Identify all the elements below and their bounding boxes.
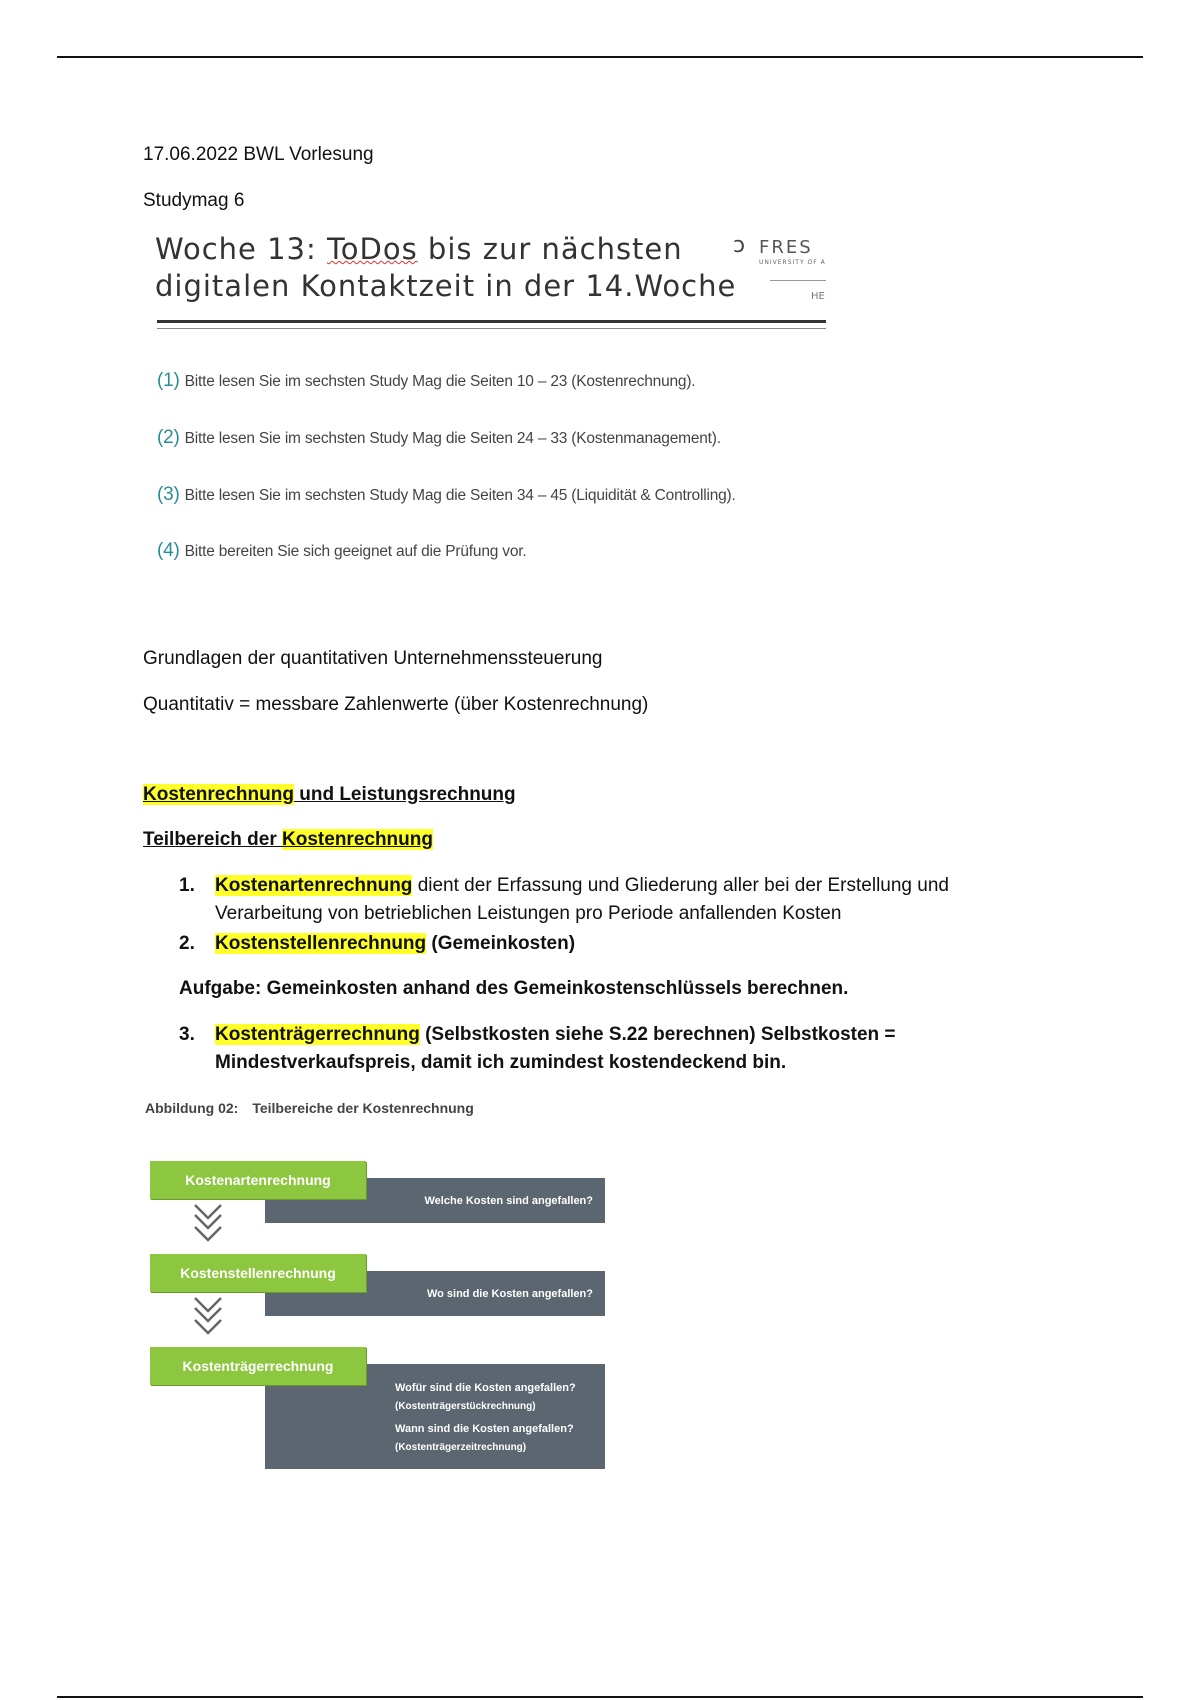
heading-rest: und Leistungsrechnung bbox=[293, 784, 516, 805]
question-text-multi bbox=[395, 1378, 576, 1458]
caption-label: Abbildung 02: bbox=[145, 1100, 239, 1116]
slide-title-part: Woche 13: bbox=[155, 232, 327, 266]
todo-number: (4) bbox=[157, 540, 180, 561]
logo-word: FRES bbox=[759, 237, 813, 258]
heading-kosten-leistungsrechnung bbox=[143, 784, 516, 806]
slide-title-line2: digitalen Kontaktzeit in der 14.Woche bbox=[155, 269, 737, 303]
highlight-term: Kostenträgerrechnung bbox=[215, 1024, 420, 1045]
step-box-1: Kostenartenrechnung bbox=[150, 1161, 366, 1199]
list-number: 1. bbox=[179, 875, 195, 896]
page-top-rule bbox=[57, 56, 1143, 58]
slide-title-todos: ToDos bbox=[327, 232, 418, 266]
slide-title-rule-thin bbox=[157, 328, 826, 329]
question-line: (Kostenträgerzeitrechnung) bbox=[395, 1442, 527, 1453]
list-text: (Selbstkosten siehe S.22 berechnen) Selbstkosten = bbox=[419, 1024, 896, 1045]
slide-title bbox=[155, 231, 736, 305]
caption-title: Teilbereiche der Kostenrechnung bbox=[252, 1100, 474, 1116]
step-box-2: Kostenstellenrechnung bbox=[150, 1254, 366, 1292]
highlight-term: Kostenrechnung bbox=[143, 784, 294, 805]
todo-text: Bitte lesen Sie im sechsten Study Mag die Seiten 10 – 23 (Kostenrechnung). bbox=[184, 373, 696, 390]
list-number: 2. bbox=[179, 933, 195, 954]
grundlagen-line: Grundlagen der quantitativen Unternehmenssteuerung bbox=[143, 648, 603, 669]
slide-corner-text: HE bbox=[811, 291, 825, 302]
list-item-1 bbox=[179, 875, 949, 897]
heading-prefix: Teilbereich der bbox=[143, 829, 283, 850]
list-text: (Gemeinkosten) bbox=[426, 933, 576, 954]
slide-image bbox=[143, 225, 826, 585]
logo-divider bbox=[770, 280, 826, 281]
figure-caption bbox=[145, 1100, 474, 1116]
todo-text: Bitte lesen Sie im sechsten Study Mag die Seiten 34 – 45 (Liquidität & Controlling). bbox=[184, 487, 736, 504]
todo-number: (2) bbox=[157, 427, 180, 448]
step-box-3: Kostenträgerrechnung bbox=[150, 1347, 366, 1385]
studymag-line: Studymag 6 bbox=[143, 190, 245, 211]
question-line: Wann sind die Kosten angefallen? bbox=[395, 1423, 574, 1435]
todo-number: (1) bbox=[157, 370, 180, 391]
todo-item bbox=[157, 370, 695, 392]
list-item-1-line2: Verarbeitung von betrieblichen Leistungen pro Periode anfallenden Kosten bbox=[215, 903, 842, 924]
todo-text: Bitte bereiten Sie sich geeignet auf die Prüfung vor. bbox=[184, 543, 527, 560]
heading-teilbereich bbox=[143, 829, 433, 851]
todo-item bbox=[157, 484, 736, 506]
highlight-term: Kostenstellenrechnung bbox=[215, 933, 427, 954]
question-text: Wo sind die Kosten angefallen? bbox=[426, 1288, 593, 1300]
chevron-down-icon bbox=[191, 1294, 225, 1342]
list-text: dient der Erfassung und Gliederung aller bei der Erstellung und bbox=[412, 875, 949, 896]
list-number: 3. bbox=[179, 1024, 195, 1045]
logo-mark-icon: ↄ bbox=[733, 233, 746, 258]
list-item-2 bbox=[179, 933, 575, 955]
todo-item bbox=[157, 540, 526, 562]
page-bottom-rule bbox=[57, 1696, 1143, 1698]
highlight-term: Kostenrechnung bbox=[282, 829, 433, 850]
slide-title-part: bis zur nächsten bbox=[417, 232, 683, 266]
highlight-term: Kostenartenrechnung bbox=[215, 875, 413, 896]
todo-number: (3) bbox=[157, 484, 180, 505]
question-line: Wofür sind die Kosten angefallen? bbox=[395, 1382, 576, 1394]
todo-item bbox=[157, 427, 721, 449]
slide-title-rule bbox=[157, 320, 826, 323]
chevron-down-icon bbox=[191, 1201, 225, 1249]
logo-subtitle: UNIVERSITY OF A bbox=[759, 259, 826, 266]
list-item-3-line2: Mindestverkaufspreis, damit ich zumindest kostendeckend bin. bbox=[215, 1052, 787, 1073]
quantitativ-line: Quantitativ = messbare Zahlenwerte (über Kostenrechnung) bbox=[143, 694, 649, 715]
question-line: (Kostenträgerstückrechnung) bbox=[395, 1401, 536, 1412]
kostenrechnung-diagram bbox=[143, 1100, 613, 1480]
todo-text: Bitte lesen Sie im sechsten Study Mag die Seiten 24 – 33 (Kostenmanagement). bbox=[184, 430, 721, 447]
aufgabe-line: Aufgabe: Gemeinkosten anhand des Gemeinkostenschlüssels berechnen. bbox=[179, 978, 849, 999]
question-text: Welche Kosten sind angefallen? bbox=[424, 1195, 593, 1207]
list-item-3 bbox=[179, 1024, 896, 1046]
date-line: 17.06.2022 BWL Vorlesung bbox=[143, 144, 374, 165]
university-logo bbox=[733, 225, 826, 295]
